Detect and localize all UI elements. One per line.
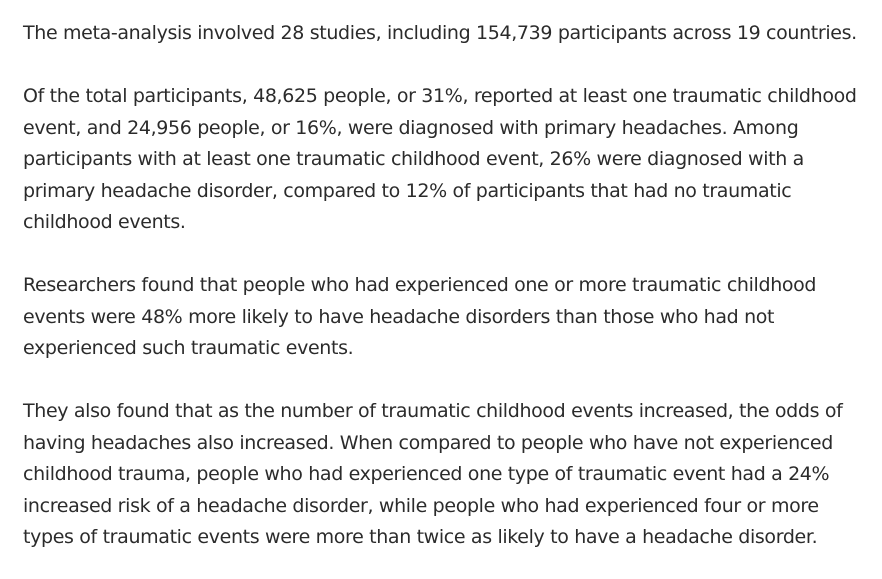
paragraph-dose-response: They also found that as the number of traumatic childhood events increased, the odds of having headaches also increased. When compared to people who have not experienced childhood trauma, people who had experienced one type of traumatic event had a 24% increased risk of a headache disorder, while people who had experienced four or more types of traumatic events were more than twice as likely to have a headache disorder. (23, 400, 843, 548)
article-body (23, 18, 868, 554)
paragraph-headache-likelihood: Researchers found that people who had experienced one or more traumatic childhood events were 48% more likely to have headache disorders than those who had not experienced such traumatic events. (23, 274, 817, 359)
paragraph-study-overview: The meta-analysis involved 28 studies, including 154,739 participants across 19 countries. (23, 22, 857, 44)
paragraph-participant-findings: Of the total participants, 48,625 people, or 31%, reported at least one traumatic childhood event, and 24,956 people, or 16%, were diagnosed with primary headaches. Among participants with at least one traumatic childhood event, 26% were diagnosed with a primary headache disorder, compared to 12% of participants that had no traumatic childhood events. (23, 85, 857, 233)
